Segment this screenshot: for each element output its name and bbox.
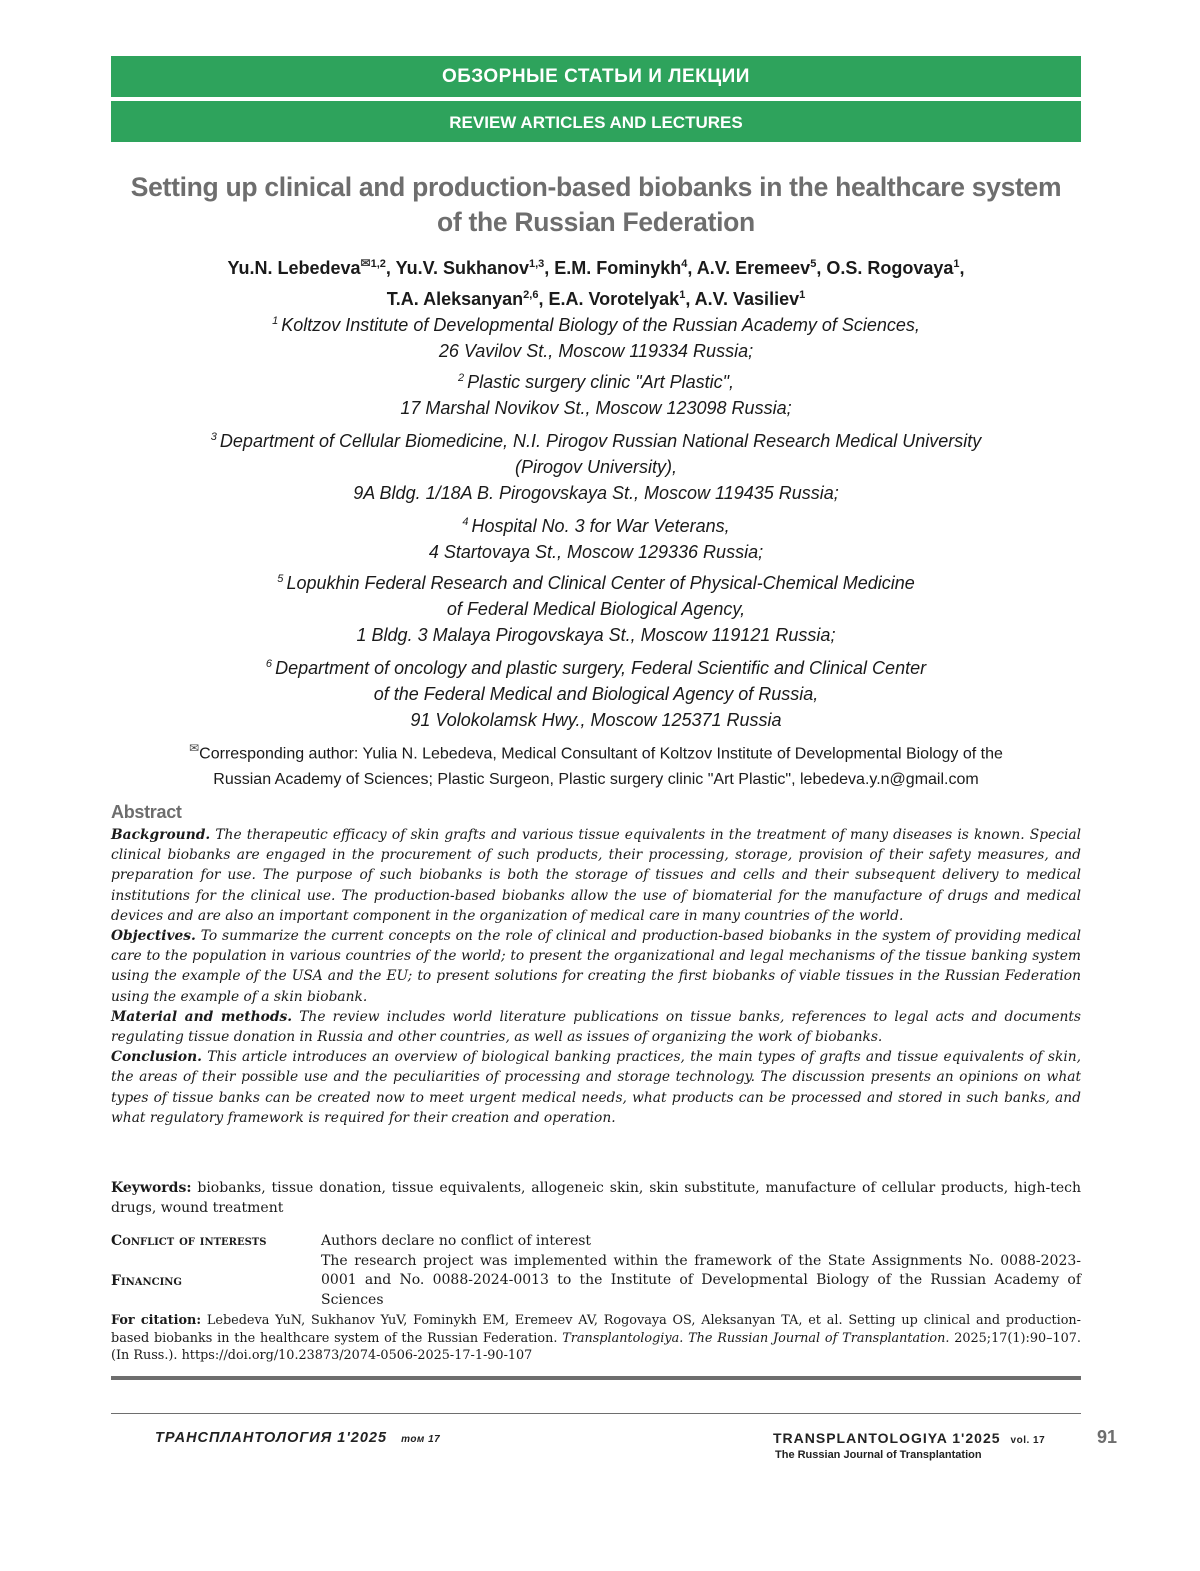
title-line-2: of the Russian Federation <box>437 207 755 237</box>
affiliation-line: 26 Vavilov St., Moscow 119334 Russia; <box>438 341 754 361</box>
affiliation-1 <box>111 308 1081 364</box>
affiliation-line: 4 Startovaya St., Moscow 129336 Russia; <box>428 542 764 562</box>
affiliation-line: 91 Volokolamsk Hwy., Moscow 125371 Russia <box>410 710 782 730</box>
section-header-en: REVIEW ARTICLES AND LECTURES <box>111 101 1081 142</box>
author-name: E.A. Vorotelyak <box>548 289 680 309</box>
affiliation-line: 9A Bldg. 1/18A B. Pirogovskaya St., Moscow 119435 Russia; <box>353 483 839 503</box>
title-line-1: Setting up clinical and production-based biobanks in the healthcare system <box>130 172 1062 202</box>
conflict-row <box>111 1232 1081 1252</box>
author-affiliation-sup: 1 <box>679 289 686 301</box>
author-name: Yu.V. Sukhanov <box>395 258 529 278</box>
author-affiliation-sup: 1 <box>799 289 806 301</box>
divider-thin <box>111 1413 1081 1414</box>
affiliation-line: $^4$ Hospital No. 3 for War Veterans, <box>462 516 730 536</box>
citation: For citation: Lebedeva YuN, Sukhanov YuV, Fominykh EM, Eremeev AV, Rogovaya OS, Aleksanyan TA, et al. Setting up clinical and production-based biobanks in the healthcare system of the Russian Federation. Transplantologiya. The Russian Journal of Transplantation. 2025;17(1):90–107. (In Russ.). https://doi.org/10.23873/2074-0506-2025-17-1-90-107 <box>111 1313 1082 1363</box>
author-affiliation-sup: 1,3 <box>528 258 545 270</box>
affiliation-5 <box>111 566 1081 648</box>
author-affiliation-sup: 5 <box>810 258 817 270</box>
corresponding-author <box>111 735 1081 793</box>
corresponding-line-2: Russian Academy of Sciences; Plastic Surgeon, Plastic surgery clinic "Art Plastic", lebedeva.y.n@gmail.com <box>213 771 979 789</box>
conflict-label: Conflict of interests <box>111 1233 267 1249</box>
affiliation-line: $^2$ Plastic surgery clinic "Art Plastic", <box>457 372 735 392</box>
author-affiliation-sup: 1,2 <box>370 258 386 270</box>
envelope-icon: ✉ <box>189 741 200 755</box>
author-affiliation-sup: 4 <box>681 258 688 270</box>
abstract-conclusion: Conclusion. This article introduces an overview of biological banking practices, the main types of grafts and tissue equivalents of skin, the areas of their possible use and the peculiarities of processing and storage technology. The discussion presents an opinions on what types of tissue banks can be created now to meet urgent medical needs, what products can be processed and stored in such banks, and what regulatory framework is required for their creation and operation. <box>111 1049 1081 1126</box>
affiliation-line: (Pirogov University), <box>514 457 678 477</box>
affiliation-line: $^3$ Department of Cellular Biomedicine, N.I. Pirogov Russian National Research Medical University <box>210 431 982 451</box>
affiliation-line: 17 Marshal Novikov St., Moscow 123098 Russia; <box>400 398 792 418</box>
keywords: Keywords: biobanks, tissue donation, tissue equivalents, allogeneic skin, skin substitute, manufacture of cellular products, high-tech drugs, wound treatment <box>111 1180 1081 1216</box>
affiliation-number: 3 <box>210 431 220 443</box>
financing-row <box>111 1252 1081 1311</box>
article-title <box>111 170 1081 240</box>
abstract-methods: Material and methods. The review includes world literature publications on tissue banks, references to legal acts and documents regulating tissue donation in Russia and other countries, as well as issues of organizing the work of biobanks. <box>111 1008 1081 1046</box>
abstract-background: Background. The therapeutic efficacy of skin grafts and various tissue equivalents in the treatment of many diseases is known. Special clinical biobanks are engaged in the procurement of such products, their processing, storage, provision of their safety measures, and preparation for use. The purpose of such biobanks is both the storage of tissues and cells and their subsequent delivery to medical institutions for the clinical use. The production-based biobanks allow the use of biomaterial for the manufacture of drugs and medical devices and are also an important component in the organization of medical care in many countries of the world. <box>111 827 1081 924</box>
affiliation-line: of Federal Medical Biological Agency, <box>446 599 746 619</box>
conflict-text: Authors declare no conflict of interest <box>321 1233 592 1249</box>
corresponding-line-1: Corresponding author: Yulia N. Lebedeva, Medical Consultant of Koltzov Institute of Developmental Biology of the <box>199 745 1003 763</box>
section-header-ru: ОБЗОРНЫЕ СТАТЬИ И ЛЕКЦИИ <box>111 56 1081 97</box>
affiliation-line: $^6$ Department of oncology and plastic surgery, Federal Scientific and Clinical Center <box>265 658 927 678</box>
affiliation-line: $^5$ Lopukhin Federal Research and Clinical Center of Physical-Chemical Medicine <box>277 573 915 593</box>
footer-journal-en: TRANSPLANTOLOGIYA 1'2025 vol. 17 <box>773 1430 1046 1446</box>
affiliation-number: 2 <box>457 372 468 384</box>
author-name: E.M. Fominykh <box>554 258 682 278</box>
financing-label: Financing <box>111 1272 182 1289</box>
affiliation-number: 1 <box>272 315 282 327</box>
author-name: A.V. Eremeev <box>696 258 811 278</box>
footer-subtitle: The Russian Journal of Transplantation <box>775 1449 982 1461</box>
affiliation-number: 5 <box>277 573 287 585</box>
article-meta <box>111 1232 1081 1310</box>
author-name: T.A. Aleksanyan <box>386 289 524 309</box>
page-number: 91 <box>1097 1427 1118 1447</box>
author-name: O.S. Rogovaya <box>826 258 954 278</box>
affiliation-6 <box>111 651 1081 733</box>
envelope-icon: ✉ <box>360 256 371 270</box>
affiliation-line: $^1$ Koltzov Institute of Developmental Biology of the Russian Academy of Sciences, <box>272 315 920 335</box>
author-line-2: T.A. Aleksanyan$^{2,6}$, E.A. Vorotelyak$^1$, A.V. Vasiliev$^1$ <box>386 289 806 309</box>
divider-thick <box>111 1376 1081 1380</box>
author-name: A.V. Vasiliev <box>694 289 800 309</box>
footer-journal-ru: ТРАНСПЛАНТОЛОГИЯ 1'2025 том 17 <box>155 1430 441 1446</box>
affiliation-2 <box>111 365 1081 421</box>
affiliation-line: 1 Bldg. 3 Malaya Pirogovskaya St., Moscow 119121 Russia; <box>356 625 836 645</box>
financing-text: The research project was implemented within the framework of the State Assignments No. 0088-2023-0001 and No. 0088-2024-0013 to the Institute of Developmental Biology of the Russian Academy of Sciences <box>321 1252 1081 1308</box>
doi-link[interactable]: 2025;17(1):90–107. (In Russ.). https://doi.org/10.23873/2074-0506-2025-17-1-90-107 <box>111 1330 1081 1363</box>
affiliation-number: 4 <box>462 516 472 528</box>
affiliation-line: of the Federal Medical and Biological Agency of Russia, <box>373 684 819 704</box>
author-name: Yu.N. Lebedeva <box>227 258 361 278</box>
affiliation-number: 6 <box>265 658 276 670</box>
author-affiliation-sup: 1 <box>953 258 960 270</box>
abstract-objectives: Objectives. To summarize the current concepts on the role of clinical and production-based biobanks in the system of providing medical care to the population in various countries of the world; to present the organizational and legal mechanisms of the tissue banking system using the example of the USA and the EU; to present solutions for creating the first biobanks of viable tissues in the Russian Federation using the example of a skin biobank. <box>111 928 1081 1005</box>
abstract-body <box>111 825 1081 1128</box>
author-line-1: Yu.N. Lebedeva$^{✉1,2}$, Yu.V. Sukhanov$^{1,3}$, E.M. Fominykh$^4$, A.V. Eremeev$^5$, O.S. Rogovaya$^1$, <box>227 256 965 278</box>
affiliation-4 <box>111 509 1081 565</box>
abstract-heading: Abstract <box>111 802 182 822</box>
author-list <box>111 250 1081 313</box>
affiliation-3 <box>111 424 1081 506</box>
author-affiliation-sup: 2,6 <box>523 289 539 301</box>
